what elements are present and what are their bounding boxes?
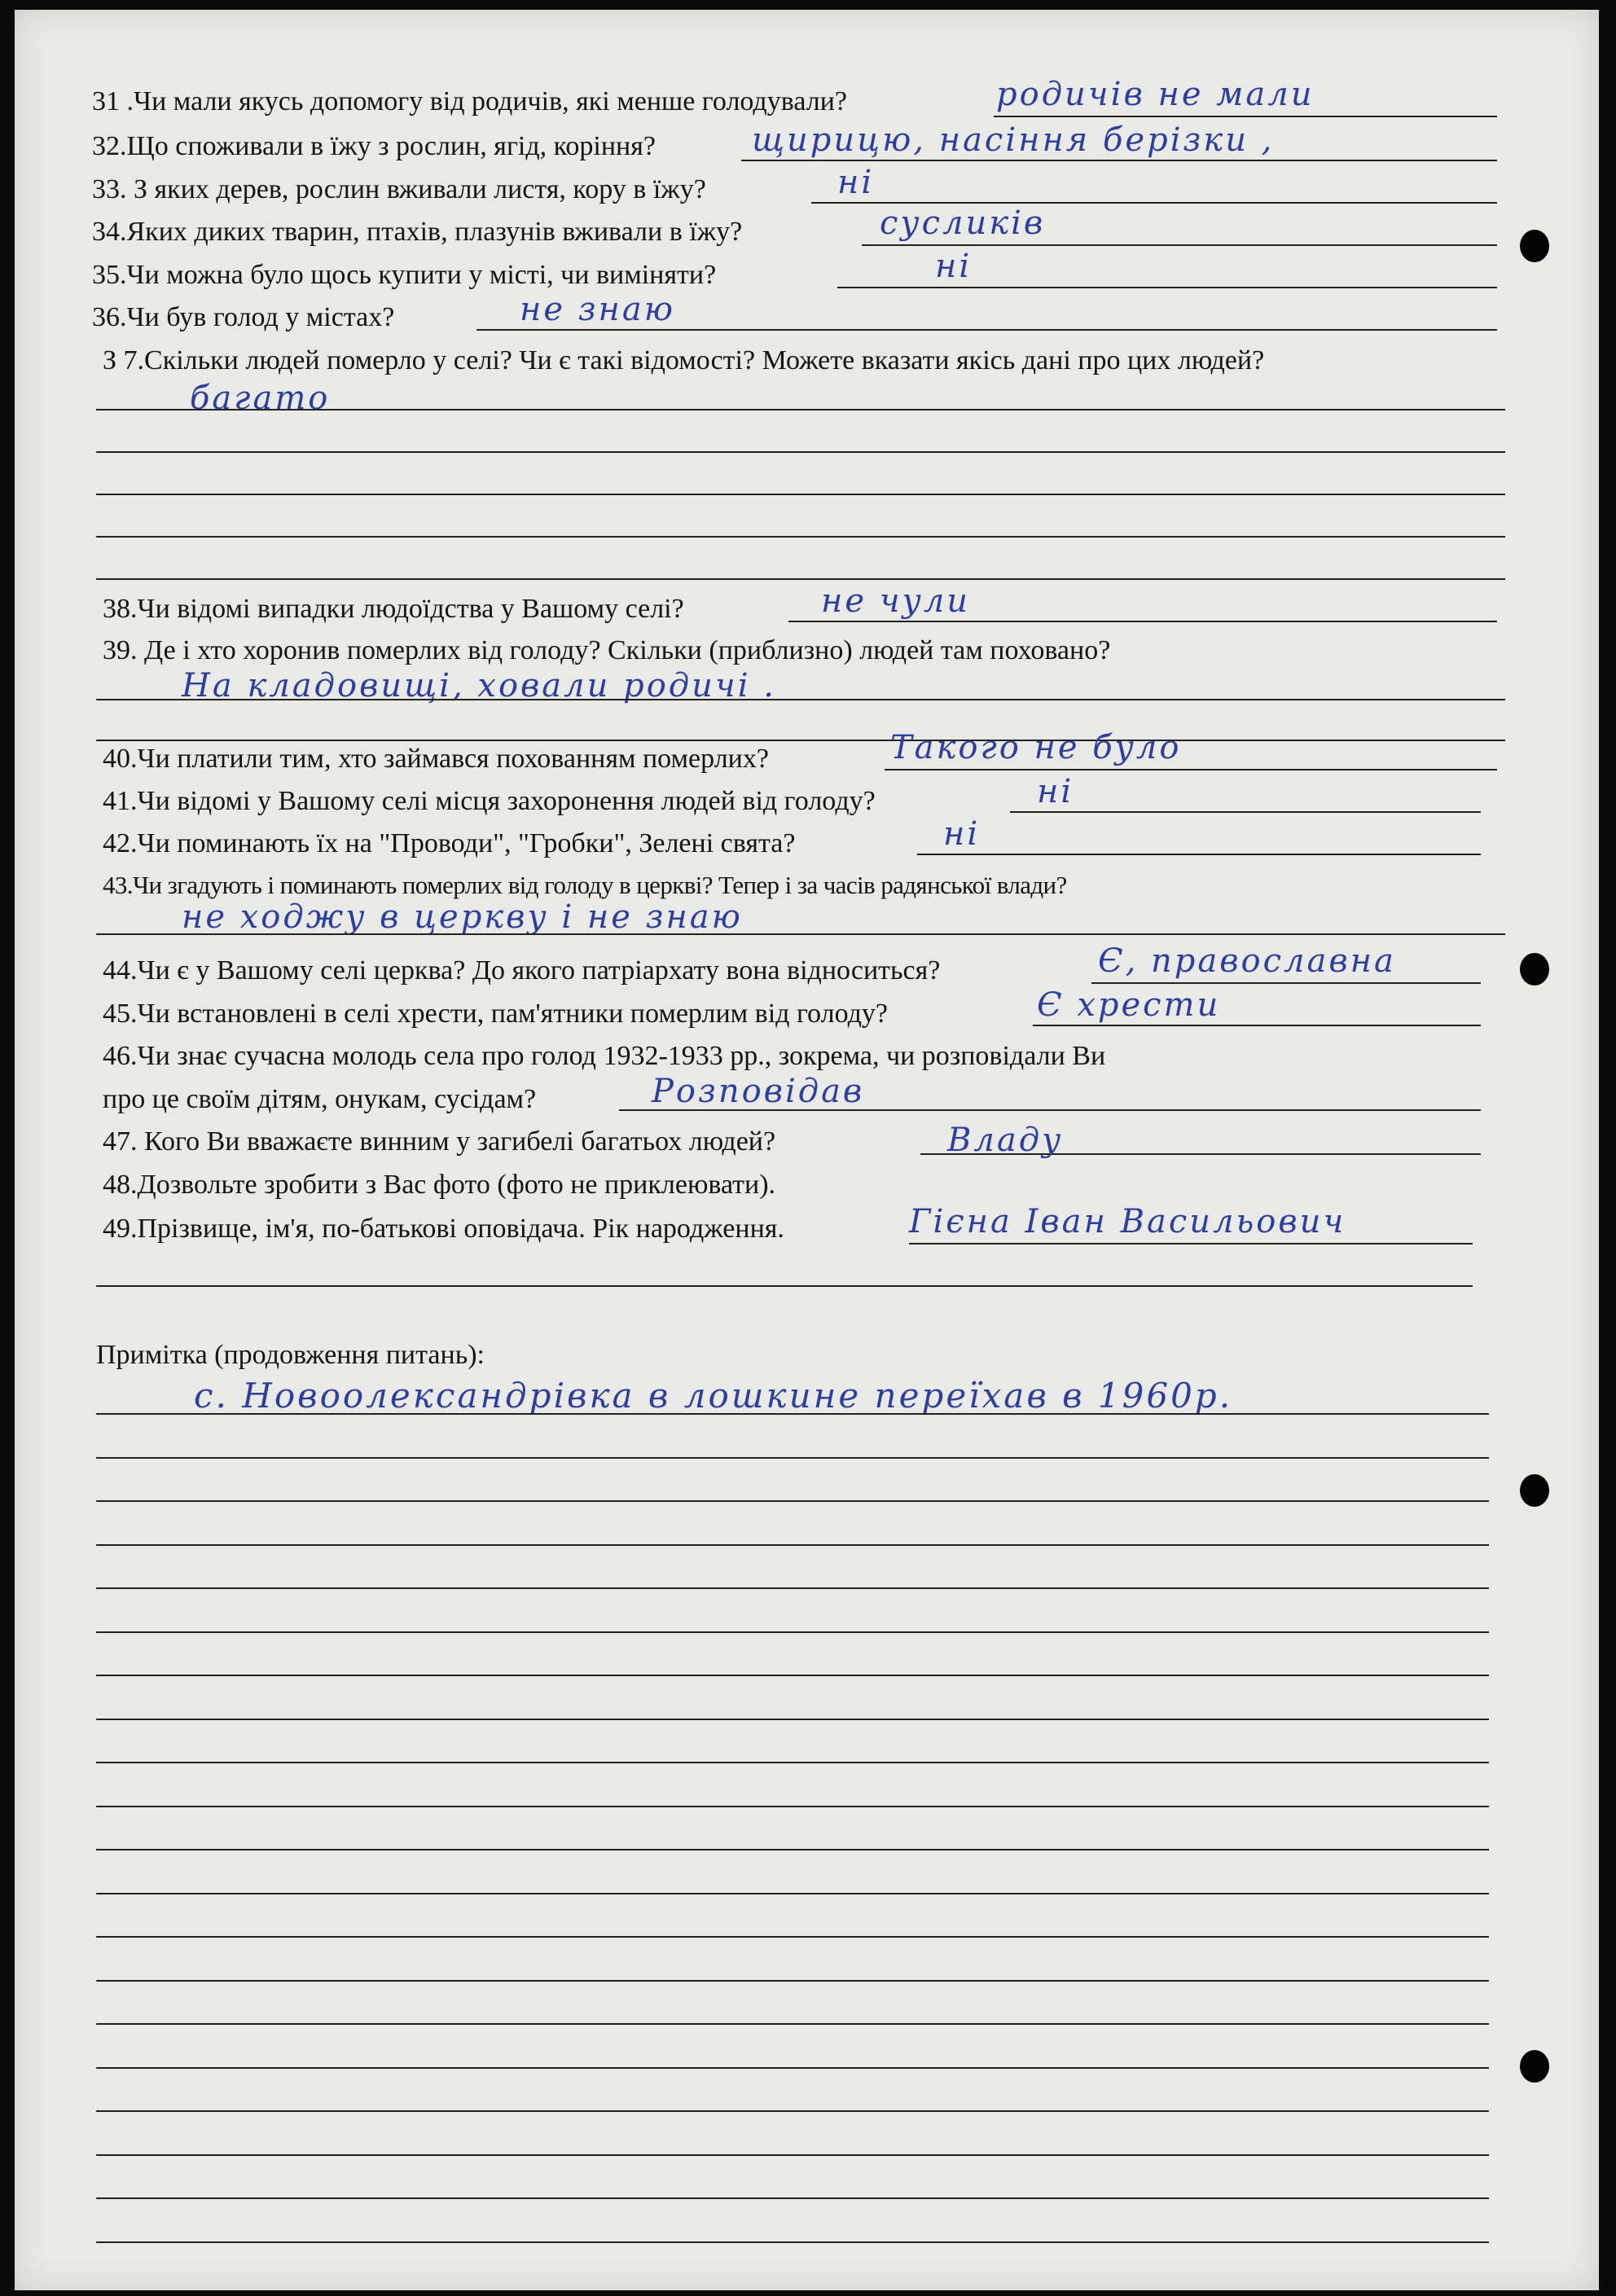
question-33: 33. З яких дерев, рослин вживали листя, кору в їжу? <box>92 174 706 204</box>
answer-34: сусликів <box>880 204 1046 242</box>
answer-40: Такого не було <box>890 729 1182 766</box>
note-ruled-line <box>96 1936 1489 1938</box>
question-45: 45.Чи встановлені в селі хрести, пам'ятники померлим від голоду? <box>103 999 888 1029</box>
answer-39: На кладовищі, ховали родичі . <box>182 667 777 705</box>
question-40: 40.Чи платили тим, хто займався похованням померлих? <box>103 744 769 774</box>
note-ruled-line <box>96 1719 1489 1720</box>
answer-line <box>885 769 1497 770</box>
note-ruled-line <box>96 1849 1489 1850</box>
answer-44: Є, православна <box>1098 942 1396 980</box>
question-37: З 7.Скільки людей померло у селі? Чи є такі відомості? Можете вказати якісь дані про цих людей? <box>103 345 1265 375</box>
question-38: 38.Чи відомі випадки людоїдства у Вашому селі? <box>103 594 684 624</box>
answer-33: ні <box>837 164 875 201</box>
note-ruled-line <box>96 1893 1489 1894</box>
note-ruled-line <box>96 2197 1489 2199</box>
note-text: с. Новоолександрівка в лошкине переїхав в 1960р. <box>194 1376 1233 1416</box>
note-heading: Примітка (продовження питань): <box>96 1340 485 1370</box>
answer-47: Владу <box>947 1122 1064 1159</box>
answer-line <box>862 244 1497 246</box>
answer-46: Розповідав <box>652 1073 865 1110</box>
question-32: 32.Що споживали в їжу з рослин, ягід, коріння? <box>92 131 656 161</box>
punch-hole <box>1520 2050 1549 2083</box>
answer-line <box>96 494 1505 495</box>
answer-38: не чули <box>821 582 971 620</box>
answer-49: Гієна Іван Васильович <box>909 1203 1346 1240</box>
question-31: 31 .Чи мали якусь допомогу від родичів, які менше голодували? <box>92 86 847 116</box>
note-ruled-line <box>96 1587 1489 1589</box>
note-ruled-line <box>96 1631 1489 1633</box>
question-46: 46.Чи знає сучасна молодь села про голод 1932-1933 рр., зокрема, чи розповідали Ви <box>103 1041 1106 1071</box>
note-ruled-line <box>96 2154 1489 2156</box>
question-47: 47. Кого Ви вважаєте винним у загибелі багатьох людей? <box>103 1126 776 1157</box>
question-39: 39. Де і хто хоронив померлих від голоду? Скільки (приблизно) людей там поховано? <box>103 635 1111 665</box>
answer-line <box>96 578 1505 580</box>
answer-45: Є хрести <box>1037 986 1221 1024</box>
answer-36: не знаю <box>520 291 675 328</box>
answer-43: не ходжу в церкву і не знаю <box>182 898 743 936</box>
question-46-cont: про це своїм дітям, онукам, сусідам? <box>103 1084 537 1114</box>
answer-line <box>1010 811 1481 813</box>
note-ruled-line <box>96 1457 1489 1459</box>
answer-35: ні <box>935 248 973 285</box>
question-35: 35.Чи можна було щось купити у місті, чи виміняти? <box>92 260 717 290</box>
note-ruled-line <box>96 1762 1489 1763</box>
answer-line <box>788 621 1497 622</box>
answer-line <box>96 933 1505 935</box>
answer-line <box>917 854 1481 855</box>
answer-line <box>96 699 1505 700</box>
answer-42: ні <box>943 815 981 853</box>
note-ruled-line <box>96 1500 1489 1502</box>
answer-line <box>994 116 1497 117</box>
questionnaire-page <box>15 10 1599 2290</box>
answer-32: щирицю, насіння берізки , <box>752 121 1275 159</box>
question-48: 48.Дозвольте зробити з Вас фото (фото не приклеювати). <box>103 1170 776 1200</box>
answer-line <box>1091 982 1481 984</box>
note-ruled-line <box>96 1980 1489 1982</box>
question-43: 43.Чи згадують і поминають померлих від голоду в церкві? Тепер і за часів радянської влади? <box>103 871 1067 899</box>
answer-line <box>96 451 1505 453</box>
question-42: 42.Чи поминають їх на "Проводи", "Гробки", Зелені свята? <box>103 828 796 858</box>
note-ruled-line <box>96 1806 1489 1807</box>
answer-line <box>741 160 1497 161</box>
note-ruled-line <box>96 1413 1489 1415</box>
punch-hole <box>1520 953 1549 986</box>
punch-hole <box>1520 230 1549 262</box>
question-49: 49.Прізвище, ім'я, по-батькові оповідача. Рік народження. <box>103 1214 784 1244</box>
answer-37: багато <box>190 380 331 417</box>
answer-line <box>476 329 1497 331</box>
answer-line <box>96 536 1505 538</box>
question-41: 41.Чи відомі у Вашому селі місця захоронення людей від голоду? <box>103 786 876 816</box>
note-ruled-line <box>96 1544 1489 1546</box>
answer-line <box>96 409 1505 410</box>
answer-line <box>837 287 1497 288</box>
question-44: 44.Чи є у Вашому селі церква? До якого патріархату вона відноситься? <box>103 955 941 986</box>
note-ruled-line <box>96 1675 1489 1676</box>
answer-41: ні <box>1037 773 1074 810</box>
answer-line <box>909 1243 1473 1245</box>
answer-line <box>811 202 1497 204</box>
note-ruled-line <box>96 2110 1489 2112</box>
answer-31: родичів не мали <box>996 76 1315 113</box>
question-36: 36.Чи був голод у містах? <box>92 302 395 332</box>
note-ruled-line <box>96 2067 1489 2069</box>
answer-line <box>96 740 1505 741</box>
answer-line <box>1033 1025 1481 1026</box>
question-34: 34.Яких диких тварин, птахів, плазунів вживали в їжу? <box>92 217 743 247</box>
answer-line <box>96 1285 1473 1287</box>
punch-hole <box>1520 1474 1549 1507</box>
note-ruled-line <box>96 2241 1489 2243</box>
note-ruled-line <box>96 2023 1489 2025</box>
